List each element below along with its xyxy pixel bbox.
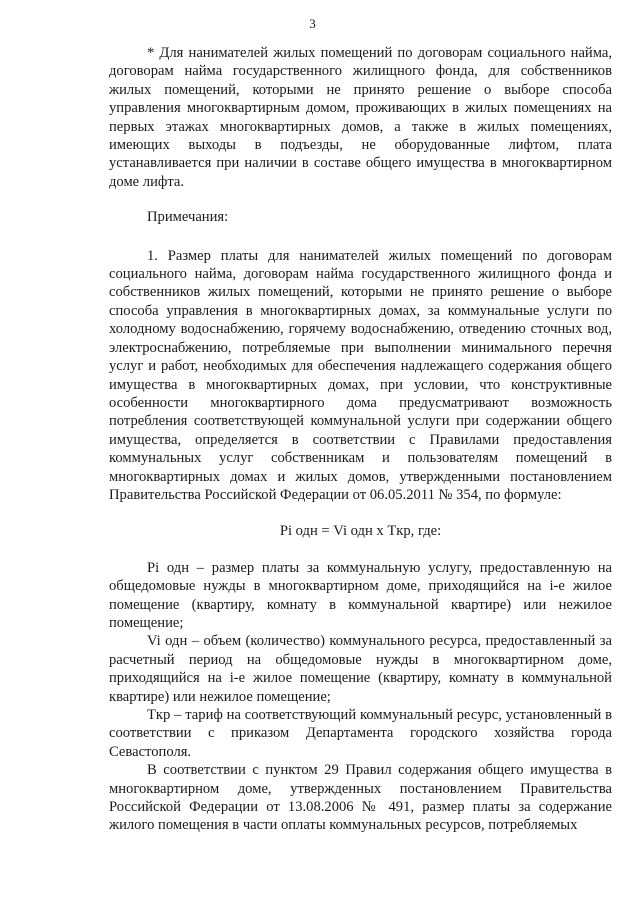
- paragraph-29: В соответствии с пунктом 29 Правил содержания общего имущества в многоквартирном доме, утвержденных постановлением Правительства Российской Федерации от 13.08.2006 № 491, размер платы за содержание жилого помещения в части оплаты коммунальных ресурсов, потребляемых: [109, 762, 612, 834]
- footnote-paragraph: * Для нанимателей жилых помещений по договорам социального найма, договорам найма государственного жилищного фонда, для собственников жилых помещений, которыми не принято решение о выборе способа управления многоквартирным домом, проживающих в жилых помещениях на первых этажах многоквартирных домов, а также в жилых помещениях, имеющих выходы в подъезды, не оборудованные лифтом, плата устанавливается при наличии в составе общего имущества в многоквартирном доме лифта.: [109, 45, 612, 190]
- definition-tkr: Tкр – тариф на соответствующий коммунальный ресурс, установленный в соответствии с приказом Департамента городского хозяйства города Севастополя.: [109, 707, 612, 760]
- formula: Pi одн = Vi одн х Tкр, где:: [279, 523, 442, 540]
- notes-heading: Примечания:: [147, 209, 229, 226]
- definition-pi: Pi одн – размер платы за коммунальную услугу, предоставленную на общедомовые нужды в многоквартирном доме, приходящийся на i-е жилое помещение (квартиру, комнату в коммунальной квартире) или нежилое помещение;: [109, 559, 612, 631]
- note-1-paragraph: 1. Размер платы для нанимателей жилых помещений по договорам социального найма, договорам найма государственного жилищного фонда и собственников жилых помещений, которыми не принято решение о выборе способа управления в многоквартирных домах, за коммунальные услуги по холодному водоснабжению, горячему водоснабжению, отведению сточных вод, электроснабжению, потребляемые при выполнении минимального перечня услуг и работ, необходимых для обеспечения надлежащего содержания общего имущества в многоквартирных домах, при условии, что конструктивные особенности многоквартирного дома предусматривают возможность потребления соответствующей коммунальной услуги при содержании общего имущества, определяется в соответствии с Правилами предоставления коммунальных услуг собственникам и пользователям помещений в многоквартирных домах и жилых домов, утвержденными постановлением Правительства Российской Федерации от 06.05.2011 № 354, по формуле:: [109, 247, 612, 503]
- definition-vi: Vi одн – объем (количество) коммунального ресурса, предоставленный за расчетный период на общедомовые нужды в многоквартирном доме, приходящийся на i-е жилое помещение (квартиру, комнату в коммунальной квартире) или нежилое помещение;: [109, 633, 612, 705]
- document-body: [109, 44, 612, 835]
- page-number: 3: [309, 16, 316, 31]
